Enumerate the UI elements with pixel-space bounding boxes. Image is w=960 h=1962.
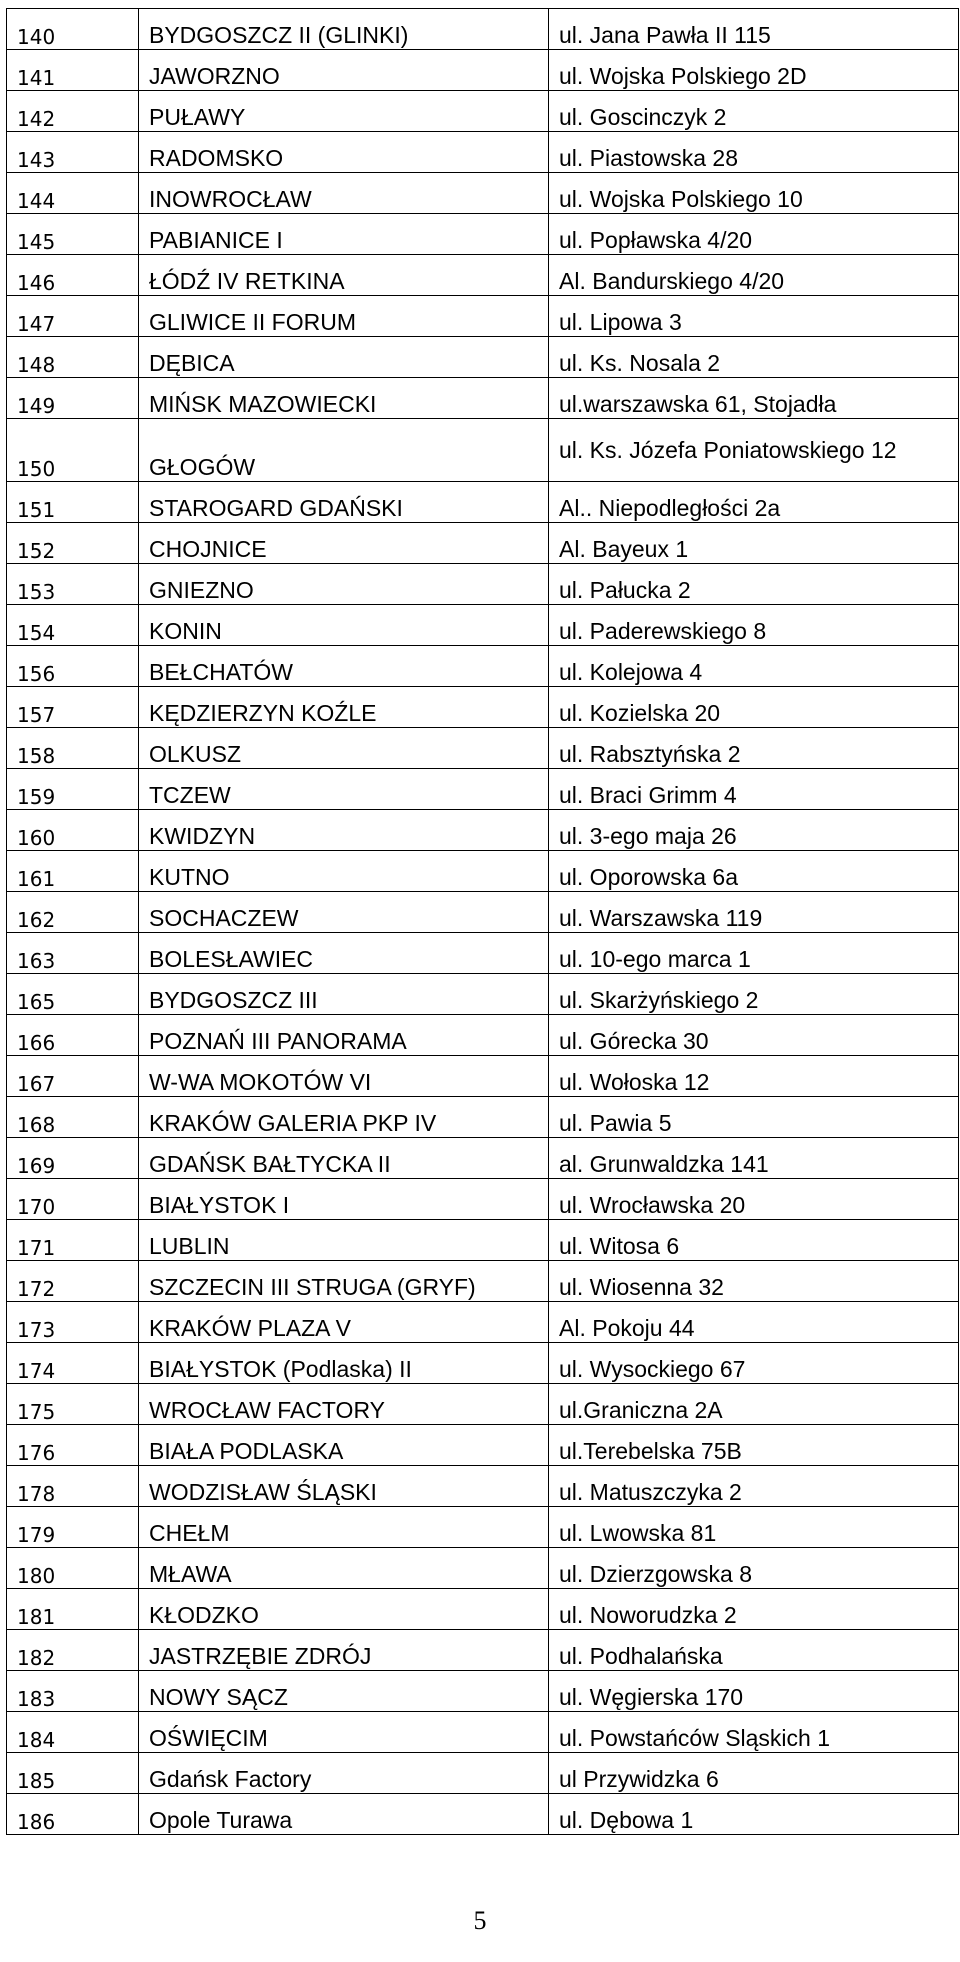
table-row bbox=[7, 1015, 959, 1056]
city-cell: GLIWICE II FORUM bbox=[139, 296, 549, 337]
address-cell: ul. Rabsztyńska 2 bbox=[549, 728, 959, 769]
table-row bbox=[7, 482, 959, 523]
address-cell: Al. Pokoju 44 bbox=[549, 1302, 959, 1343]
city-cell: BEŁCHATÓW bbox=[139, 646, 549, 687]
address-cell: ul. Ks. Nosala 2 bbox=[549, 337, 959, 378]
address-cell: ul. Witosa 6 bbox=[549, 1220, 959, 1261]
address-cell: ul. Wiosenna 32 bbox=[549, 1261, 959, 1302]
city-cell: PUŁAWY bbox=[139, 91, 549, 132]
store-number-cell: 145 bbox=[7, 214, 139, 255]
city-cell: STAROGARD GDAŃSKI bbox=[139, 482, 549, 523]
table-row bbox=[7, 728, 959, 769]
address-cell: ul. Skarżyńskiego 2 bbox=[549, 974, 959, 1015]
city-cell: ŁÓDŹ IV RETKINA bbox=[139, 255, 549, 296]
address-cell: ul. Wojska Polskiego 10 bbox=[549, 173, 959, 214]
store-number-cell: 171 bbox=[7, 1220, 139, 1261]
address-cell: ul. Paderewskiego 8 bbox=[549, 605, 959, 646]
store-number-cell: 158 bbox=[7, 728, 139, 769]
address-cell: ul. Wojska Polskiego 2D bbox=[549, 50, 959, 91]
store-number-cell: 161 bbox=[7, 851, 139, 892]
store-number-cell: 181 bbox=[7, 1589, 139, 1630]
city-cell: SOCHACZEW bbox=[139, 892, 549, 933]
store-number-cell: 178 bbox=[7, 1466, 139, 1507]
page-number: 5 bbox=[473, 1906, 487, 1935]
city-cell: BYDGOSZCZ III bbox=[139, 974, 549, 1015]
store-list-table bbox=[6, 8, 959, 1835]
address-cell: ul. 10-ego marca 1 bbox=[549, 933, 959, 974]
store-number-cell: 184 bbox=[7, 1712, 139, 1753]
address-cell: ul. Lipowa 3 bbox=[549, 296, 959, 337]
city-cell: KĘDZIERZYN KOŹLE bbox=[139, 687, 549, 728]
city-cell: MŁAWA bbox=[139, 1548, 549, 1589]
address-cell: ul Przywidzka 6 bbox=[549, 1753, 959, 1794]
address-cell: ul. Węgierska 170 bbox=[549, 1671, 959, 1712]
store-number-cell: 148 bbox=[7, 337, 139, 378]
store-number-cell: 141 bbox=[7, 50, 139, 91]
city-cell: KRAKÓW PLAZA V bbox=[139, 1302, 549, 1343]
table-row bbox=[7, 523, 959, 564]
address-cell: ul. Pałucka 2 bbox=[549, 564, 959, 605]
store-number-cell: 170 bbox=[7, 1179, 139, 1220]
city-cell: LUBLIN bbox=[139, 1220, 549, 1261]
address-cell: ul. Wysockiego 67 bbox=[549, 1343, 959, 1384]
store-number-cell: 160 bbox=[7, 810, 139, 851]
city-cell: WROCŁAW FACTORY bbox=[139, 1384, 549, 1425]
store-number-cell: 176 bbox=[7, 1425, 139, 1466]
city-cell: KONIN bbox=[139, 605, 549, 646]
address-cell: ul. Dzierzgowska 8 bbox=[549, 1548, 959, 1589]
table-row bbox=[7, 1220, 959, 1261]
table-row bbox=[7, 1589, 959, 1630]
table-row bbox=[7, 1507, 959, 1548]
store-number-cell: 144 bbox=[7, 173, 139, 214]
store-number-cell: 179 bbox=[7, 1507, 139, 1548]
city-cell: Opole Turawa bbox=[139, 1794, 549, 1835]
store-number-cell: 173 bbox=[7, 1302, 139, 1343]
address-cell: ul. Goscinczyk 2 bbox=[549, 91, 959, 132]
city-cell: WODZISŁAW ŚLĄSKI bbox=[139, 1466, 549, 1507]
city-cell: JASTRZĘBIE ZDRÓJ bbox=[139, 1630, 549, 1671]
city-cell: TCZEW bbox=[139, 769, 549, 810]
table-row bbox=[7, 605, 959, 646]
store-number-cell: 169 bbox=[7, 1138, 139, 1179]
table-row bbox=[7, 851, 959, 892]
city-cell: BIAŁYSTOK I bbox=[139, 1179, 549, 1220]
store-number-cell: 156 bbox=[7, 646, 139, 687]
store-number-cell: 182 bbox=[7, 1630, 139, 1671]
store-number-cell: 175 bbox=[7, 1384, 139, 1425]
city-cell: CHOJNICE bbox=[139, 523, 549, 564]
city-cell: Gdańsk Factory bbox=[139, 1753, 549, 1794]
table-row bbox=[7, 1138, 959, 1179]
table-row bbox=[7, 1056, 959, 1097]
table-row bbox=[7, 1548, 959, 1589]
city-cell: BOLESŁAWIEC bbox=[139, 933, 549, 974]
store-number-cell: 162 bbox=[7, 892, 139, 933]
store-number-cell: 147 bbox=[7, 296, 139, 337]
store-number-cell: 151 bbox=[7, 482, 139, 523]
table-row bbox=[7, 91, 959, 132]
city-cell: POZNAŃ III PANORAMA bbox=[139, 1015, 549, 1056]
address-cell: ul. 3-ego maja 26 bbox=[549, 810, 959, 851]
city-cell: BYDGOSZCZ II (GLINKI) bbox=[139, 9, 549, 50]
table-row bbox=[7, 1671, 959, 1712]
city-cell: INOWROCŁAW bbox=[139, 173, 549, 214]
city-cell: GNIEZNO bbox=[139, 564, 549, 605]
table-row bbox=[7, 296, 959, 337]
store-number-cell: 146 bbox=[7, 255, 139, 296]
address-cell: ul. Wołoska 12 bbox=[549, 1056, 959, 1097]
address-cell: ul. Piastowska 28 bbox=[549, 132, 959, 173]
table-row bbox=[7, 337, 959, 378]
address-cell: ul.warszawska 61, Stojadła bbox=[549, 378, 959, 419]
store-number-cell: 172 bbox=[7, 1261, 139, 1302]
store-list-body bbox=[7, 9, 959, 1835]
table-row bbox=[7, 1179, 959, 1220]
city-cell: OŚWIĘCIM bbox=[139, 1712, 549, 1753]
address-cell: ul. Kolejowa 4 bbox=[549, 646, 959, 687]
table-row bbox=[7, 1097, 959, 1138]
address-cell: ul. Matuszczyka 2 bbox=[549, 1466, 959, 1507]
address-cell: ul. Powstańców Sląskich 1 bbox=[549, 1712, 959, 1753]
store-number-cell: 153 bbox=[7, 564, 139, 605]
address-cell: ul. Noworudzka 2 bbox=[549, 1589, 959, 1630]
table-row bbox=[7, 419, 959, 482]
table-row bbox=[7, 173, 959, 214]
table-row bbox=[7, 132, 959, 173]
store-number-cell: 152 bbox=[7, 523, 139, 564]
address-cell: ul. Pawia 5 bbox=[549, 1097, 959, 1138]
store-number-cell: 183 bbox=[7, 1671, 139, 1712]
city-cell: W-WA MOKOTÓW VI bbox=[139, 1056, 549, 1097]
city-cell: SZCZECIN III STRUGA (GRYF) bbox=[139, 1261, 549, 1302]
table-row bbox=[7, 1753, 959, 1794]
table-row bbox=[7, 1261, 959, 1302]
city-cell: RADOMSKO bbox=[139, 132, 549, 173]
store-number-cell: 167 bbox=[7, 1056, 139, 1097]
address-cell: ul. Kozielska 20 bbox=[549, 687, 959, 728]
address-cell: al. Grunwaldzka 141 bbox=[549, 1138, 959, 1179]
table-row bbox=[7, 1384, 959, 1425]
store-number-cell: 168 bbox=[7, 1097, 139, 1138]
city-cell: CHEŁM bbox=[139, 1507, 549, 1548]
table-row bbox=[7, 974, 959, 1015]
city-cell: KUTNO bbox=[139, 851, 549, 892]
store-number-cell: 180 bbox=[7, 1548, 139, 1589]
city-cell: KWIDZYN bbox=[139, 810, 549, 851]
table-row bbox=[7, 255, 959, 296]
address-cell: Al.. Niepodległości 2a bbox=[549, 482, 959, 523]
address-cell: ul. Oporowska 6a bbox=[549, 851, 959, 892]
store-number-cell: 150 bbox=[7, 419, 139, 482]
address-cell: ul.Terebelska 75B bbox=[549, 1425, 959, 1466]
table-row bbox=[7, 687, 959, 728]
table-row bbox=[7, 214, 959, 255]
city-cell: JAWORZNO bbox=[139, 50, 549, 91]
store-number-cell: 140 bbox=[7, 9, 139, 50]
city-cell: OLKUSZ bbox=[139, 728, 549, 769]
table-row bbox=[7, 564, 959, 605]
city-cell: BIAŁYSTOK (Podlaska) II bbox=[139, 1343, 549, 1384]
table-row bbox=[7, 769, 959, 810]
store-number-cell: 185 bbox=[7, 1753, 139, 1794]
table-row bbox=[7, 1630, 959, 1671]
store-number-cell: 154 bbox=[7, 605, 139, 646]
store-number-cell: 174 bbox=[7, 1343, 139, 1384]
table-row bbox=[7, 9, 959, 50]
city-cell: PABIANICE I bbox=[139, 214, 549, 255]
store-number-cell: 142 bbox=[7, 91, 139, 132]
store-number-cell: 143 bbox=[7, 132, 139, 173]
address-cell: ul. Braci Grimm 4 bbox=[549, 769, 959, 810]
address-cell: ul. Ks. Józefa Poniatowskiego 12 bbox=[549, 419, 959, 482]
table-row bbox=[7, 50, 959, 91]
store-number-cell: 157 bbox=[7, 687, 139, 728]
address-cell: ul. Dębowa 1 bbox=[549, 1794, 959, 1835]
city-cell: DĘBICA bbox=[139, 337, 549, 378]
table-row bbox=[7, 810, 959, 851]
city-cell: GDAŃSK BAŁTYCKA II bbox=[139, 1138, 549, 1179]
address-cell: ul. Lwowska 81 bbox=[549, 1507, 959, 1548]
city-cell: KRAKÓW GALERIA PKP IV bbox=[139, 1097, 549, 1138]
store-number-cell: 149 bbox=[7, 378, 139, 419]
address-cell: Al. Bandurskiego 4/20 bbox=[549, 255, 959, 296]
address-cell: ul. Podhalańska bbox=[549, 1630, 959, 1671]
store-number-cell: 166 bbox=[7, 1015, 139, 1056]
table-row bbox=[7, 1425, 959, 1466]
store-number-cell: 186 bbox=[7, 1794, 139, 1835]
address-cell: ul. Górecka 30 bbox=[549, 1015, 959, 1056]
store-number-cell: 163 bbox=[7, 933, 139, 974]
city-cell: MIŃSK MAZOWIECKI bbox=[139, 378, 549, 419]
table-row bbox=[7, 1343, 959, 1384]
table-row bbox=[7, 646, 959, 687]
address-cell: ul. Wrocławska 20 bbox=[549, 1179, 959, 1220]
city-cell: BIAŁA PODLASKA bbox=[139, 1425, 549, 1466]
table-row bbox=[7, 1466, 959, 1507]
store-number-cell: 159 bbox=[7, 769, 139, 810]
store-number-cell: 165 bbox=[7, 974, 139, 1015]
table-row bbox=[7, 892, 959, 933]
table-row bbox=[7, 1712, 959, 1753]
address-cell: ul. Popławska 4/20 bbox=[549, 214, 959, 255]
address-cell: ul. Warszawska 119 bbox=[549, 892, 959, 933]
table-row bbox=[7, 378, 959, 419]
city-cell: KŁODZKO bbox=[139, 1589, 549, 1630]
table-row bbox=[7, 933, 959, 974]
table-row bbox=[7, 1302, 959, 1343]
table-row bbox=[7, 1794, 959, 1835]
address-cell: ul.Graniczna 2A bbox=[549, 1384, 959, 1425]
city-cell: GŁOGÓW bbox=[139, 419, 549, 482]
city-cell: NOWY SĄCZ bbox=[139, 1671, 549, 1712]
address-cell: Al. Bayeux 1 bbox=[549, 523, 959, 564]
address-cell: ul. Jana Pawła II 115 bbox=[549, 9, 959, 50]
